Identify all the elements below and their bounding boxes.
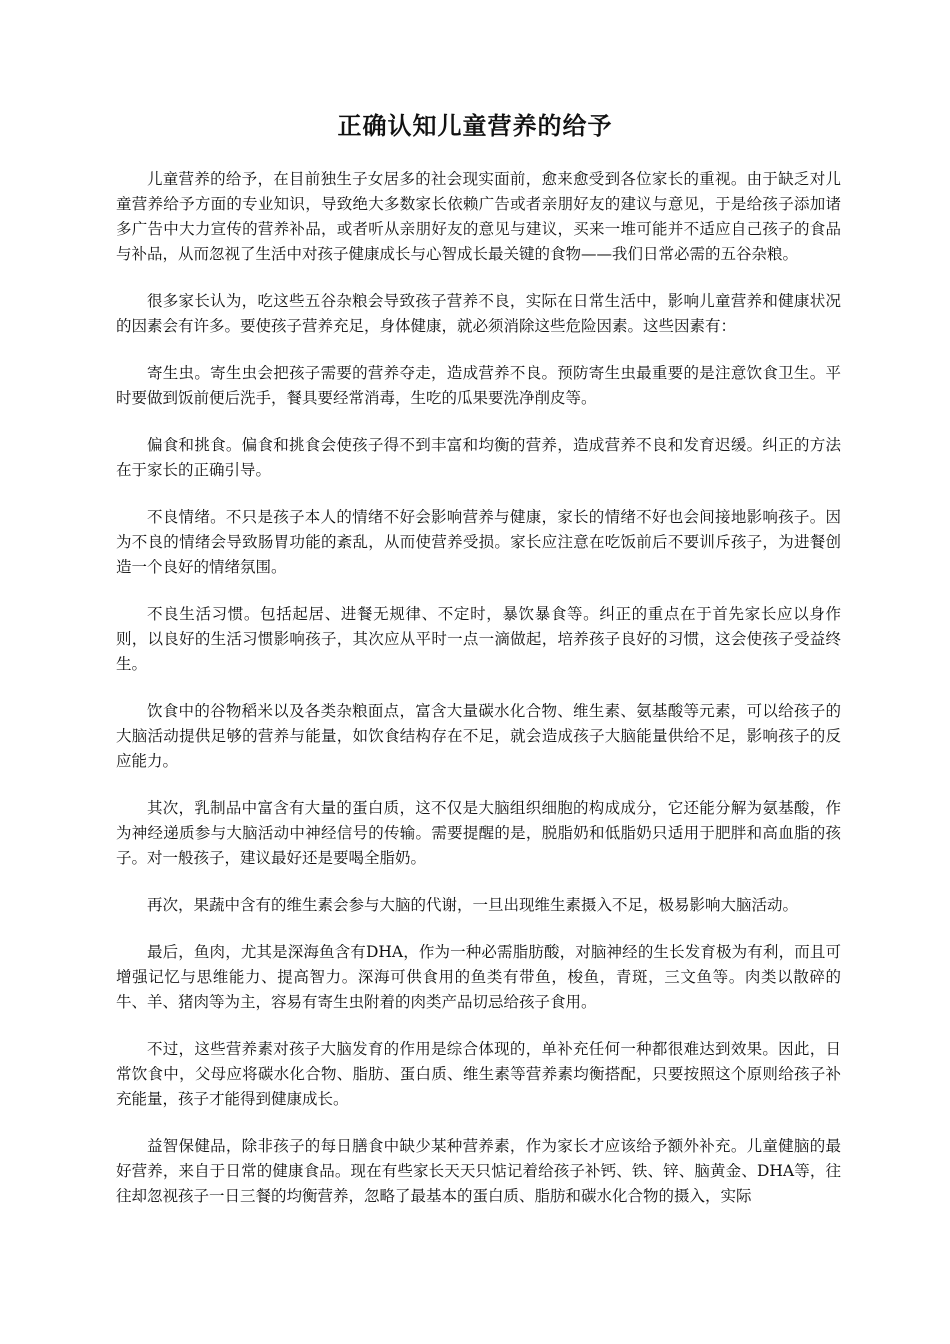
paragraph-vegetables: 再次，果蔬中含有的维生素会参与大脑的代谢，一旦出现维生素摄入不足，极易影响大脑活动。: [147, 896, 799, 914]
paragraph-bad-mood: 不良情绪。不只是孩子本人的情绪不好会影响营养与健康，家长的情绪不好也会间接地影响孩子。因为不良的情绪会导致肠胃功能的紊乱，从而使营养受损。家长应注意在吃饭前后不要训斥孩子，为进餐创造一个良好的情绪氛围。: [116, 508, 841, 576]
paragraph-dairy: 其次，乳制品中富含有大量的蛋白质，这不仅是大脑组织细胞的构成成分，它还能分解为氨基酸，作为神经递质参与大脑活动中神经信号的传输。需要提醒的是，脱脂奶和低脂奶只适用于肥胖和高血脂的孩子。对一般孩子，建议最好还是要喝全脂奶。: [116, 799, 841, 867]
paragraph-balance: 不过，这些营养素对孩子大脑发育的作用是综合体现的，单补充任何一种都很难达到效果。因此，日常饮食中，父母应将碳水化合物、脂肪、蛋白质、维生素等营养素均衡搭配，只要按照这个原则给孩子补充能量，孩子才能得到健康成长。: [116, 1040, 841, 1108]
paragraph-fish-meat: 最后，鱼肉，尤其是深海鱼含有DHA，作为一种必需脂肪酸，对脑神经的生长发育极为有利，而且可增强记忆与思维能力、提高智力。深海可供食用的鱼类有带鱼，梭鱼，青斑，三文鱼等。肉类以散碎的牛、羊、猪肉等为主，容易有寄生虫附着的肉类产品切忌给孩子食用。: [116, 943, 841, 1011]
paragraph-intro: 儿童营养的给予，在目前独生子女居多的社会现实面前，愈来愈受到各位家长的重视。由于缺乏对儿童营养给予方面的专业知识，导致绝大多数家长依赖广告或者亲朋好友的建议与意见，于是给孩子添加诸多广告中大力宣传的营养补品，或者听从亲朋好友的意见与建议，买来一堆可能并不适应自己孩子的食品与补品，从而忽视了生活中对孩子健康成长与心智成长最关键的食物——我们日常必需的五谷杂粮。: [116, 170, 841, 263]
paragraph-bad-habits: 不良生活习惯。包括起居、进餐无规律、不定时，暴饮暴食等。纠正的重点在于首先家长应以身作则，以良好的生活习惯影响孩子，其次应从平时一点一滴做起，培养孩子良好的习惯，这会使孩子受益终生。: [116, 605, 841, 673]
paragraph-picky-eating: 偏食和挑食。偏食和挑食会使孩子得不到丰富和均衡的营养，造成营养不良和发育迟缓。纠正的方法在于家长的正确引导。: [116, 436, 841, 479]
document-title: 正确认知儿童营养的给予: [337, 112, 613, 140]
paragraph-factors: 很多家长认为，吃这些五谷杂粮会导致孩子营养不良，实际在日常生活中，影响儿童营养和健康状况的因素会有许多。要使孩子营养充足，身体健康，就必须消除这些危险因素。这些因素有：: [116, 292, 841, 335]
paragraph-supplements: 益智保健品，除非孩子的每日膳食中缺少某种营养素，作为家长才应该给予额外补充。儿童健脑的最好营养，来自于日常的健康食品。现在有些家长天天只惦记着给孩子补钙、铁、锌、脑黄金、DHA等，往往却忽视孩子一日三餐的均衡营养，忽略了最基本的蛋白质、脂肪和碳水化合物的摄入，实际: [116, 1137, 841, 1205]
paragraph-grains: 饮食中的谷物稻米以及各类杂粮面点，富含大量碳水化合物、维生素、氨基酸等元素，可以给孩子的大脑活动提供足够的营养与能量，如饮食结构存在不足，就会造成孩子大脑能量供给不足，影响孩子的反应能力。: [116, 702, 841, 770]
paragraph-parasites: 寄生虫。寄生虫会把孩子需要的营养夺走，造成营养不良。预防寄生虫最重要的是注意饮食卫生。平时要做到饭前便后洗手，餐具要经常消毒，生吃的瓜果要洗净削皮等。: [116, 364, 841, 407]
document-body: [116, 167, 841, 1231]
